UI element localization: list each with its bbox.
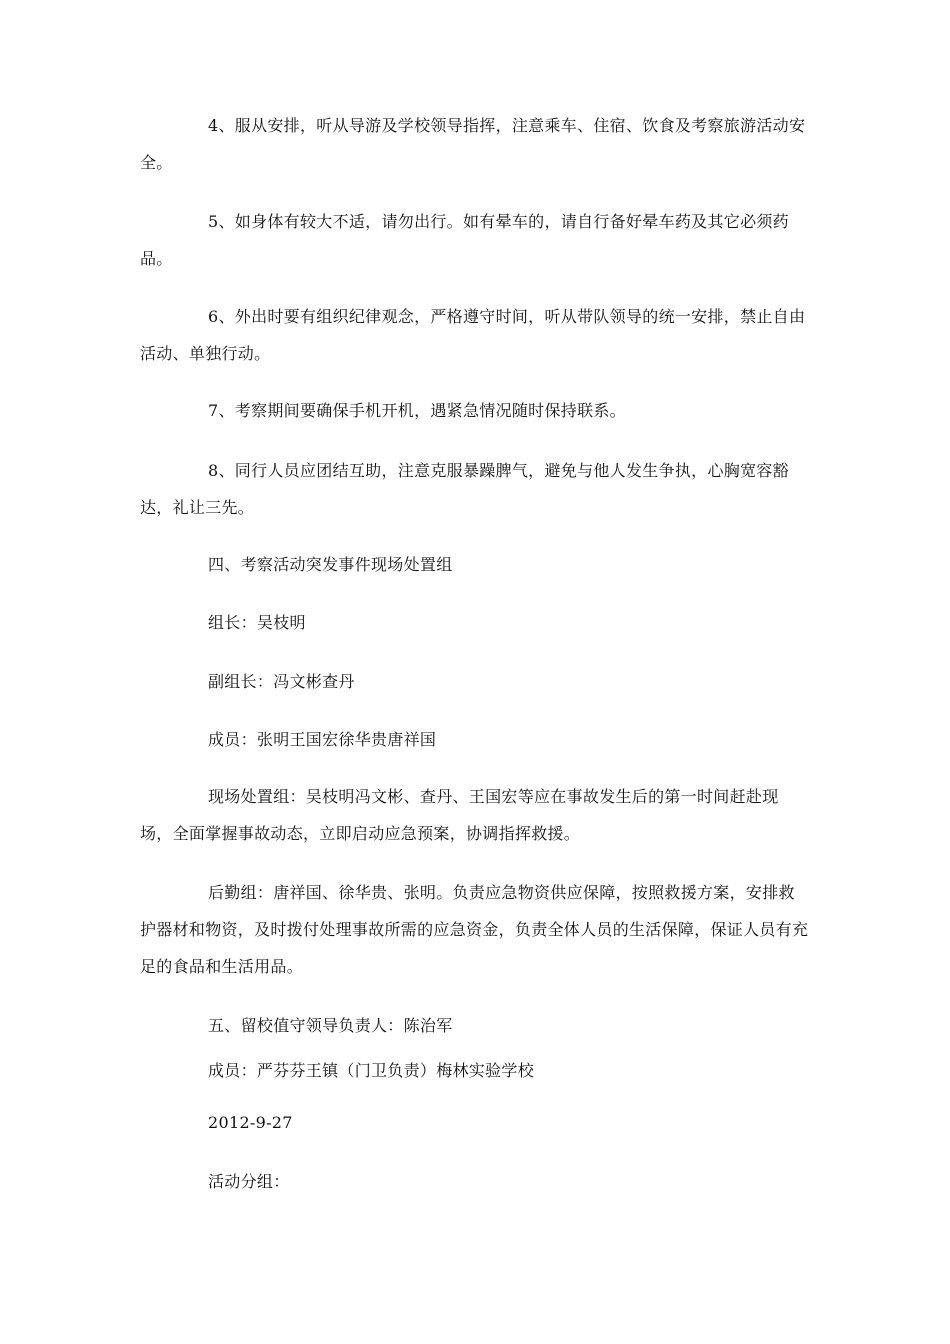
logistics-group-paragraph: 后勤组：唐祥国、徐华贵、张明。负责应急物资供应保障，按照救援方案，安排救护器材和物资，及时拨付处理事故所需的应急资金，负责全体人员的生活保障，保证人员有充足的食品和生活用品。 bbox=[140, 883, 809, 976]
document-date: 2012-9-27 bbox=[208, 1113, 293, 1132]
rule-item-5: 5、如身体有较大不适，请勿出行。如有晕车的，请自行备好晕车药及其它必须药品。 bbox=[140, 212, 789, 268]
rule-item-4: 4、服从安排，听从导游及学校领导指挥，注意乘车、住宿、饮食及考察旅游活动安全。 bbox=[140, 116, 806, 172]
section-5-members: 成员：严芬芬王镇（门卫负责）梅林实验学校 bbox=[208, 1061, 535, 1080]
activity-groups-label: 活动分组： bbox=[208, 1172, 290, 1191]
onsite-group-paragraph: 现场处置组：吴枝明冯文彬、查丹、王国宏等应在事故发生后的第一时间赶赴现场，全面掌握事故动态，立即启动应急预案，协调指挥救援。 bbox=[140, 787, 779, 843]
section-4-deputy-leader: 副组长：冯文彬查丹 bbox=[208, 672, 355, 691]
section-4-leader: 组长：吴枝明 bbox=[208, 613, 306, 632]
section-4-heading: 四、考察活动突发事件现场处置组 bbox=[208, 555, 453, 574]
section-4-members: 成员：张明王国宏徐华贵唐祥国 bbox=[208, 730, 437, 749]
rule-item-6: 6、外出时要有组织纪律观念，严格遵守时间，听从带队领导的统一安排，禁止自由活动、单独行动。 bbox=[140, 307, 806, 363]
rule-item-7: 7、考察期间要确保手机开机，遇紧急情况随时保持联系。 bbox=[208, 401, 626, 420]
rule-item-8: 8、同行人员应团结互助，注意克服暴躁脾气，避免与他人发生争执，心胸宽容豁达，礼让三先。 bbox=[140, 461, 789, 517]
section-5-heading: 五、留校值守领导负责人：陈治军 bbox=[208, 1016, 453, 1035]
